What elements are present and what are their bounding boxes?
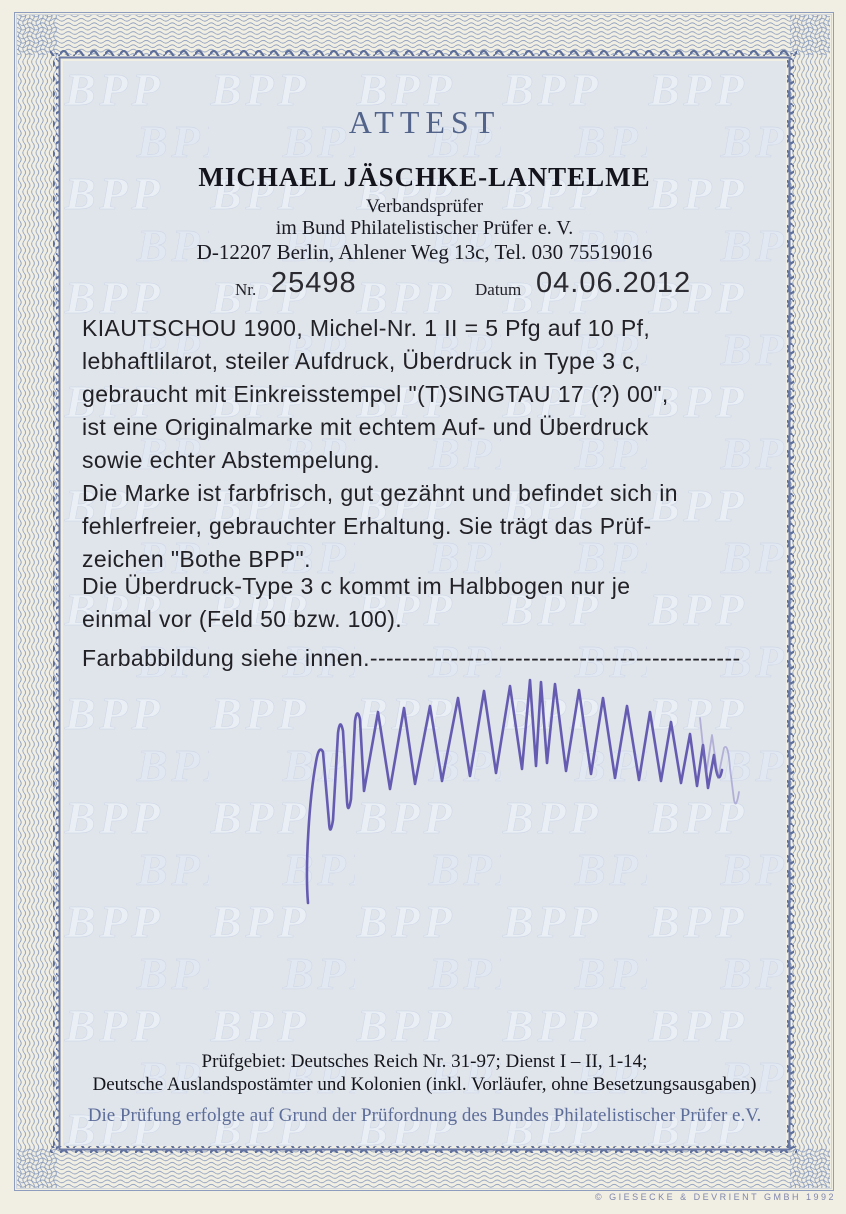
printer-imprint: © GIESECKE & DEVRIENT GMBH 1992 [594, 1192, 836, 1202]
certificate-title: ATTEST [348, 104, 501, 140]
certificate-date-label: Datum [475, 280, 522, 299]
examiner-association: im Bund Philatelistischer Prüfer e. V. [275, 217, 574, 239]
color-illustration-note: Farbabbildung siehe innen.---------------------------------------------- [82, 645, 741, 671]
text-line: lebhaftlilarot, steiler Aufdruck, Überdruck in Type 3 c, [82, 348, 641, 374]
certificate-number-label: Nr. [235, 280, 257, 299]
certificate-date: 04.06.2012 [536, 267, 692, 299]
certificate-meta-row [63, 267, 786, 303]
text-line: sowie echter Abstempelung. [82, 447, 381, 473]
text-line: fehlerfreier, gebrauchter Erhaltung. Sie trägt das Prüf- [82, 513, 652, 539]
pruefgebiet-line2: Deutsche Auslandspostämter und Kolonien (inkl. Vorläufer, ohne Besetzungsausgaben) [92, 1074, 757, 1095]
text-line: KIAUTSCHOU 1900, Michel-Nr. 1 II = 5 Pfg auf 10 Pf, [82, 315, 651, 341]
examiner-address: D-12207 Berlin, Ahlener Weg 13c, Tel. 030 75519016 [196, 240, 653, 264]
text-line: zeichen "Bothe BPP". [82, 546, 311, 572]
expertise-paragraph-3 [82, 570, 756, 636]
expertise-paragraph-2 [82, 477, 756, 576]
text-line: Die Marke ist farbfrisch, gut gezähnt und befindet sich in [82, 480, 678, 506]
certificate-number: 25498 [271, 267, 357, 299]
text-line: Die Überdruck-Type 3 c kommt im Halbbogen nur je [82, 573, 631, 599]
pruefordnung-note: Die Prüfung erfolgte auf Grund der Prüfordnung des Bundes Philatelistischer Prüfer e.V. [87, 1105, 762, 1126]
certificate-body [63, 61, 786, 1146]
text-line: ist eine Originalmarke mit echtem Auf- und Überdruck [82, 414, 649, 440]
expertise-paragraph-1 [82, 312, 756, 477]
text-line: gebraucht mit Einkreisstempel "(T)SINGTAU 17 (?) 00", [82, 381, 669, 407]
text-line: einmal vor (Feld 50 bzw. 100). [82, 606, 403, 632]
examiner-name: MICHAEL JÄSCHKE-LANTELME [198, 162, 651, 192]
examiner-role: Verbandsprüfer [365, 196, 484, 217]
pruefgebiet-line: Prüfgebiet: Deutsches Reich Nr. 31-97; Dienst I – II, 1-14; [201, 1051, 648, 1072]
